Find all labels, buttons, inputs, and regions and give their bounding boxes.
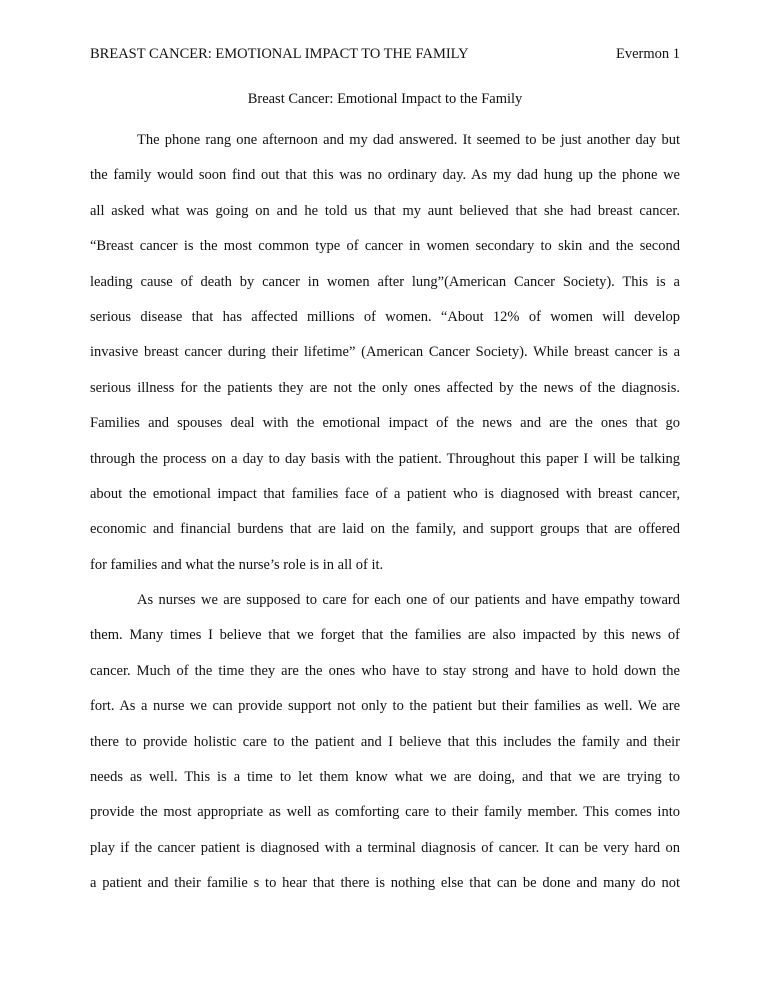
- running-head: [90, 44, 680, 64]
- page-number: Evermon 1: [615, 46, 680, 62]
- paragraph-line: invasive breast cancer during their lifetime” (American Cancer Society). While breast cancer is a: [90, 344, 680, 361]
- running-title: BREAST CANCER: EMOTIONAL IMPACT TO THE FAMILY: [90, 46, 469, 62]
- paragraph-line: leading cause of death by cancer in women after lung”(American Cancer Society). This is a: [90, 273, 680, 290]
- paragraph-line: play if the cancer patient is diagnosed with a terminal diagnosis of cancer. It can be very hard on: [90, 839, 680, 856]
- paragraph-line: fort. As a nurse we can provide support not only to the patient but their families as well. We are: [90, 698, 680, 715]
- paragraph-line: provide the most appropriate as well as comforting care to their family member. This comes into: [90, 804, 680, 821]
- paper-title: Breast Cancer: Emotional Impact to the Family: [247, 91, 523, 107]
- paragraph-line: economic and financial burdens that are laid on the family, and support groups that are offered: [90, 521, 680, 538]
- paragraph-line: “Breast cancer is the most common type of cancer in women secondary to skin and the second: [90, 238, 680, 255]
- paragraph-line: them. Many times I believe that we forget that the families are also impacted by this news of: [90, 627, 680, 644]
- paragraph-line: Families and spouses deal with the emotional impact of the news and are the ones that go: [90, 415, 680, 432]
- paragraph-line: a patient and their familie s to hear that there is nothing else that can be done and many do not: [90, 875, 680, 892]
- paragraph-line: needs as well. This is a time to let them know what we are doing, and that we are trying to: [90, 769, 680, 786]
- paragraph-line: cancer. Much of the time they are the ones who have to stay strong and have to hold down the: [90, 662, 680, 679]
- paragraph-line: As nurses we are supposed to care for each one of our patients and have empathy toward: [137, 592, 680, 609]
- paragraph-line: about the emotional impact that families face of a patient who is diagnosed with breast cancer,: [90, 485, 680, 502]
- paragraph-line: serious illness for the patients they are not the only ones affected by the news of the diagnosis.: [90, 379, 680, 396]
- paragraph-line: through the process on a day to day basis with the patient. Throughout this paper I will be talking: [90, 450, 680, 467]
- paragraph-line: the family would soon find out that this was no ordinary day. As my dad hung up the phone we: [90, 167, 680, 184]
- paragraph-line: The phone rang one afternoon and my dad answered. It seemed to be just another day but: [137, 132, 680, 148]
- paragraph-line: serious disease that has affected millions of women. “About 12% of women will develop: [90, 308, 680, 325]
- paragraph-line: for families and what the nurse’s role is in all of it.: [90, 556, 384, 573]
- body-text: [90, 129, 680, 908]
- paragraph-line: all asked what was going on and he told us that my aunt believed that she had breast cancer.: [90, 202, 680, 219]
- paragraph-line: there to provide holistic care to the patient and I believe that this includes the family and their: [90, 733, 680, 750]
